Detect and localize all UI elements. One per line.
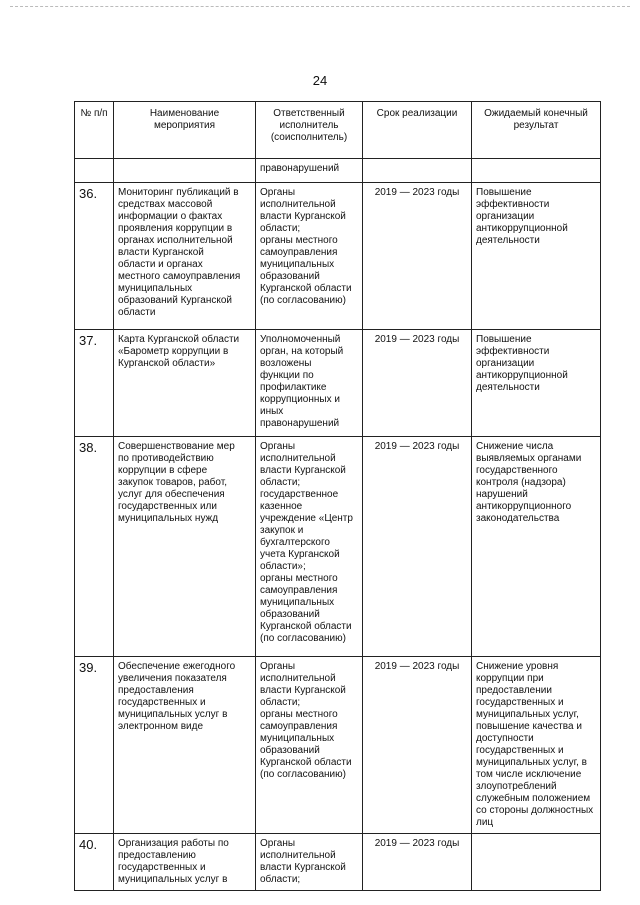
continuation-executor-cell: правонарушений — [256, 159, 363, 183]
executor-line: самоуправления — [260, 247, 338, 258]
row-number-cell: 39. — [75, 657, 114, 834]
result-line: антикоррупционной — [476, 223, 568, 234]
result-line: эффективности — [476, 199, 550, 210]
executor-line: Органы — [260, 661, 296, 672]
row-executor-cell — [256, 437, 363, 657]
executor-line: области; — [260, 477, 301, 488]
executor-line: Органы — [260, 441, 296, 452]
row-executor-cell — [256, 657, 363, 834]
result-line: служебным положением — [476, 793, 591, 804]
executor-line: самоуправления — [260, 585, 338, 596]
result-line: выявляемых органами — [476, 453, 582, 464]
result-line: доступности — [476, 733, 534, 744]
table-row — [75, 834, 601, 891]
result-line: злоупотреблений — [476, 781, 557, 792]
result-line: деятельности — [476, 235, 540, 246]
result-line: Снижение уровня — [476, 661, 559, 672]
result-line: антикоррупционной — [476, 370, 568, 381]
executor-line: Курганской области — [260, 283, 352, 294]
scan-top-edge — [10, 6, 630, 8]
executor-line: функции по — [260, 370, 314, 381]
row-executor-cell — [256, 834, 363, 891]
executor-line: области; — [260, 874, 301, 885]
name-line: муниципальных услуг в — [118, 709, 228, 720]
executor-line: казенное — [260, 501, 303, 512]
executor-line: орган, на который — [260, 346, 344, 357]
executor-line: Органы — [260, 187, 296, 198]
executor-line: Курганской области — [260, 757, 352, 768]
executor-line: правонарушений — [260, 418, 340, 429]
name-line: муниципальных услуг в — [118, 874, 228, 885]
result-line: муниципальных услуг, — [476, 709, 579, 720]
executor-line: органы местного — [260, 709, 338, 720]
table-row — [75, 183, 601, 330]
name-line: муниципальных — [118, 283, 193, 294]
name-line: Курганской области» — [118, 358, 216, 369]
result-line: эффективности — [476, 346, 550, 357]
table-row — [75, 330, 601, 437]
row-executor-cell — [256, 330, 363, 437]
name-line: электронном виде — [118, 721, 204, 732]
continuation-name-cell — [114, 159, 256, 183]
continuation-term-cell — [363, 159, 472, 183]
result-line: контроля (надзора) — [476, 477, 566, 488]
name-line: местного самоуправления — [118, 271, 241, 282]
name-line: информации о фактах — [118, 211, 223, 222]
name-line: увеличения показателя — [118, 673, 227, 684]
row-name-cell — [114, 183, 256, 330]
executor-line: области; — [260, 223, 301, 234]
name-line: государственных и — [118, 697, 206, 708]
result-line: организации — [476, 211, 535, 222]
executor-line: учреждение «Центр — [260, 513, 353, 524]
executor-line: муниципальных — [260, 259, 335, 270]
result-line: Повышение — [476, 187, 532, 198]
executor-line: (по согласованию) — [260, 769, 346, 780]
table-header-row — [75, 102, 601, 159]
row-number-cell: 38. — [75, 437, 114, 657]
name-line: проявления коррупции в — [118, 223, 233, 234]
executor-line: исполнительной — [260, 850, 336, 861]
header-number: № п/п — [75, 102, 114, 159]
result-line: законодательства — [476, 513, 560, 524]
executor-line: бухгалтерского — [260, 537, 330, 548]
executor-line: исполнительной — [260, 453, 336, 464]
executor-line: профилактике — [260, 382, 327, 393]
executor-line: образований — [260, 745, 320, 756]
executor-line: власти Курганской — [260, 862, 346, 873]
name-line: закупок товаров, работ, — [118, 477, 227, 488]
row-term-cell: 2019 — 2023 годы — [363, 183, 472, 330]
name-line: государственных или — [118, 501, 217, 512]
row-term-cell: 2019 — 2023 годы — [363, 437, 472, 657]
result-line: государственных и — [476, 697, 564, 708]
executor-line: муниципальных — [260, 597, 335, 608]
page-number: 24 — [312, 73, 328, 88]
name-line: Обеспечение ежегодного — [118, 661, 236, 672]
row-result-cell — [472, 330, 601, 437]
row-term-cell: 2019 — 2023 годы — [363, 834, 472, 891]
name-line: органах исполнительной — [118, 235, 233, 246]
row-executor-cell — [256, 183, 363, 330]
result-line: повышение качества и — [476, 721, 582, 732]
row-name-cell — [114, 657, 256, 834]
executor-line: органы местного — [260, 573, 338, 584]
result-line: со стороны должностных — [476, 805, 594, 816]
result-line: Снижение числа — [476, 441, 554, 452]
executor-line: учета Курганской — [260, 549, 340, 560]
executor-line: иных — [260, 406, 284, 417]
executor-line: (по согласованию) — [260, 633, 346, 644]
name-line: Организация работы по — [118, 838, 229, 849]
continuation-result-cell — [472, 159, 601, 183]
result-line: антикоррупционного — [476, 501, 572, 512]
executor-line: области»; — [260, 561, 306, 572]
executor-line: Органы — [260, 838, 296, 849]
result-line: нарушений — [476, 489, 528, 500]
result-line: том числе исключение — [476, 769, 582, 780]
name-line: «Барометр коррупции в — [118, 346, 229, 357]
row-number-cell: 36. — [75, 183, 114, 330]
header-term: Срок реализации — [363, 102, 472, 159]
header-name: Наименование мероприятия — [114, 102, 256, 159]
name-line: власти Курганской — [118, 247, 204, 258]
name-line: услуг для обеспечения — [118, 489, 225, 500]
executor-line: муниципальных — [260, 733, 335, 744]
measures-table — [74, 101, 601, 891]
executor-line: государственное — [260, 489, 339, 500]
executor-line: образований — [260, 609, 320, 620]
executor-line: исполнительной — [260, 673, 336, 684]
row-result-cell — [472, 657, 601, 834]
executor-line: образований — [260, 271, 320, 282]
row-number-cell: 40. — [75, 834, 114, 891]
row-term-cell: 2019 — 2023 годы — [363, 657, 472, 834]
row-name-cell — [114, 330, 256, 437]
name-line: Карта Курганской области — [118, 334, 240, 345]
name-line: предоставления — [118, 685, 194, 696]
continuation-row — [75, 159, 601, 183]
name-line: Совершенствование мер — [118, 441, 235, 452]
row-name-cell — [114, 834, 256, 891]
result-line: предоставлении — [476, 685, 552, 696]
result-line: коррупции при — [476, 673, 544, 684]
executor-line: власти Курганской — [260, 685, 346, 696]
continuation-num-cell — [75, 159, 114, 183]
executor-line: Уполномоченный — [260, 334, 341, 345]
executor-line: области; — [260, 697, 301, 708]
result-line: Повышение — [476, 334, 532, 345]
name-line: по противодействию — [118, 453, 214, 464]
result-line: деятельности — [476, 382, 540, 393]
header-executor: Ответственный исполнитель (соисполнитель) — [256, 102, 363, 159]
executor-line: закупок и — [260, 525, 304, 536]
result-line: муниципальных услуг, в — [476, 757, 587, 768]
name-line: области — [118, 307, 156, 318]
row-term-cell: 2019 — 2023 годы — [363, 330, 472, 437]
executor-line: власти Курганской — [260, 465, 346, 476]
name-line: образований Курганской — [118, 295, 232, 306]
row-name-cell — [114, 437, 256, 657]
row-result-cell — [472, 834, 601, 891]
executor-line: возложены — [260, 358, 312, 369]
name-line: коррупции в сфере — [118, 465, 208, 476]
result-line: государственного — [476, 465, 558, 476]
executor-line: исполнительной — [260, 199, 336, 210]
name-line: Мониторинг публикаций в — [118, 187, 239, 198]
name-line: муниципальных нужд — [118, 513, 219, 524]
row-result-cell — [472, 437, 601, 657]
row-result-cell — [472, 183, 601, 330]
executor-line: власти Курганской — [260, 211, 346, 222]
result-line: лиц — [476, 817, 494, 828]
result-line: государственных и — [476, 745, 564, 756]
row-number-cell: 37. — [75, 330, 114, 437]
table-row — [75, 437, 601, 657]
header-result: Ожидаемый конечный результат — [472, 102, 601, 159]
executor-line: Курганской области — [260, 621, 352, 632]
table-row — [75, 657, 601, 834]
name-line: средствах массовой — [118, 199, 213, 210]
executor-line: органы местного — [260, 235, 338, 246]
result-line: организации — [476, 358, 535, 369]
executor-line: (по согласованию) — [260, 295, 346, 306]
name-line: области и органах — [118, 259, 203, 270]
name-line: государственных и — [118, 862, 206, 873]
executor-line: самоуправления — [260, 721, 338, 732]
executor-line: коррупционных и — [260, 394, 340, 405]
name-line: предоставлению — [118, 850, 196, 861]
